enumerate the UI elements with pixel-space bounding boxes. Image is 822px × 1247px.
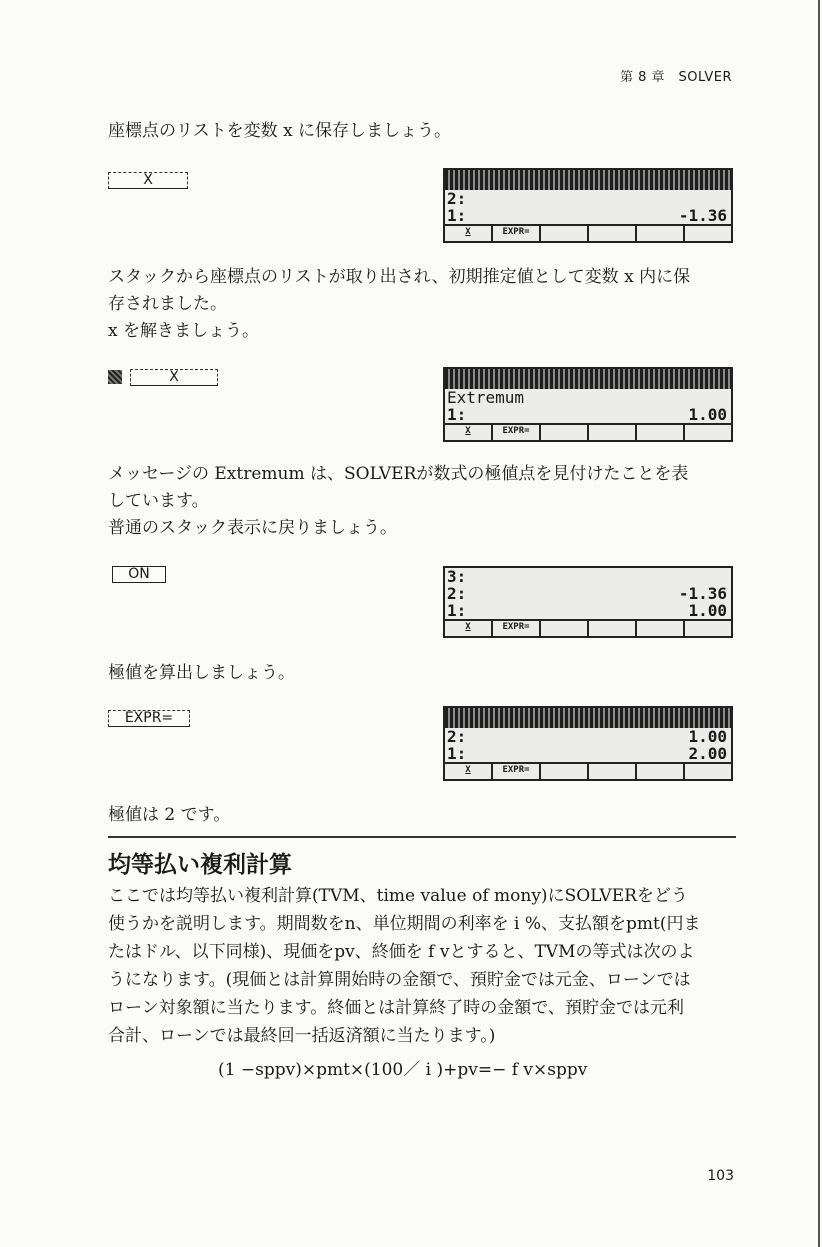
running-header: 第 8 章 SOLVER [620, 70, 732, 85]
expr-key: EXPR= [108, 710, 190, 727]
menu-blank [541, 425, 589, 440]
menu-x: X [445, 226, 493, 241]
section-divider [108, 836, 736, 838]
menu-blank [541, 764, 589, 779]
menu-blank [685, 621, 731, 636]
x-key: X [130, 369, 218, 386]
menu-expr: EXPR= [493, 425, 541, 440]
lcd-screen-1 [443, 168, 733, 243]
lcd-screen-2 [443, 367, 733, 442]
menu-expr: EXPR= [493, 764, 541, 779]
page-edge-rule [818, 0, 820, 1247]
lcd-menu [445, 762, 731, 779]
lcd-status-bar [445, 369, 731, 389]
menu-blank [589, 425, 637, 440]
step1-text: 座標点のリストを変数 x に保存しましょう。 [108, 121, 452, 141]
menu-x: X [445, 764, 493, 779]
lcd-row: 1: 1.00 [447, 405, 727, 424]
menu-blank [685, 226, 731, 241]
lcd-menu [445, 224, 731, 241]
menu-blank [637, 764, 685, 779]
menu-blank [637, 425, 685, 440]
menu-blank [637, 226, 685, 241]
menu-blank [541, 226, 589, 241]
lcd-row: 2: [447, 189, 467, 208]
menu-x: X [445, 621, 493, 636]
step3-text: メッセージの Extremum は、SOLVERが数式の極値点を見付けたことを表 しています。 普通のスタック表示に戻りましょう。 [108, 464, 689, 538]
lcd-status-bar [445, 708, 731, 728]
tvm-equation: (1 −sppv)×pmt×(100／ i )+pv=− f v×sppv [218, 1060, 588, 1080]
menu-blank [589, 764, 637, 779]
lcd-row: 2: -1.36 [447, 584, 727, 603]
lcd-screen-4 [443, 706, 733, 781]
lcd-row: 2: 1.00 [447, 727, 727, 746]
step4-text: 極値を算出しましょう。 [108, 663, 295, 683]
lcd-menu [445, 619, 731, 636]
x-key: X [108, 172, 188, 189]
lcd-row: 1: 1.00 [447, 601, 727, 620]
lcd-row: 3: [447, 567, 467, 586]
step2-text: スタックから座標点のリストが取り出され、初期推定値として変数 x 内に保 存されました。 x を解きましょう。 [108, 267, 691, 341]
lcd-message: Extremum [447, 388, 525, 407]
lcd-menu [445, 423, 731, 440]
shift-key-icon [108, 370, 122, 384]
section-body: ここでは均等払い複利計算(TVM、time value of mony)にSOLVERをどう 使うかを説明します。期間数をn、単位期間の利率を i %、支払額をpmt(円ま たはドル、以下同様)、現価をpv、終価を f vとすると、TVMの等式は次のよ うになります。(現価とは計算開始時の金額で、預貯金では元金、ローンでは ローン対象額に当たります。終価とは計算終了時の金額で、預貯金では元利 合計、ローンでは最終回一括返済額に当たります。) [108, 886, 701, 1046]
menu-expr: EXPR= [493, 621, 541, 636]
menu-blank [637, 621, 685, 636]
menu-expr: EXPR= [493, 226, 541, 241]
page-number: 103 [707, 1168, 734, 1184]
lcd-row: 1: -1.36 [447, 206, 727, 225]
menu-blank [685, 764, 731, 779]
lcd-row: 1: 2.00 [447, 744, 727, 763]
on-key: ON [112, 566, 166, 583]
menu-blank [541, 621, 589, 636]
lcd-status-bar [445, 170, 731, 190]
menu-x: X [445, 425, 493, 440]
menu-blank [589, 226, 637, 241]
lcd-screen-3 [443, 566, 733, 638]
result-text: 極値は 2 です。 [108, 805, 231, 825]
menu-blank [685, 425, 731, 440]
section-title: 均等払い複利計算 [108, 852, 292, 878]
menu-blank [589, 621, 637, 636]
